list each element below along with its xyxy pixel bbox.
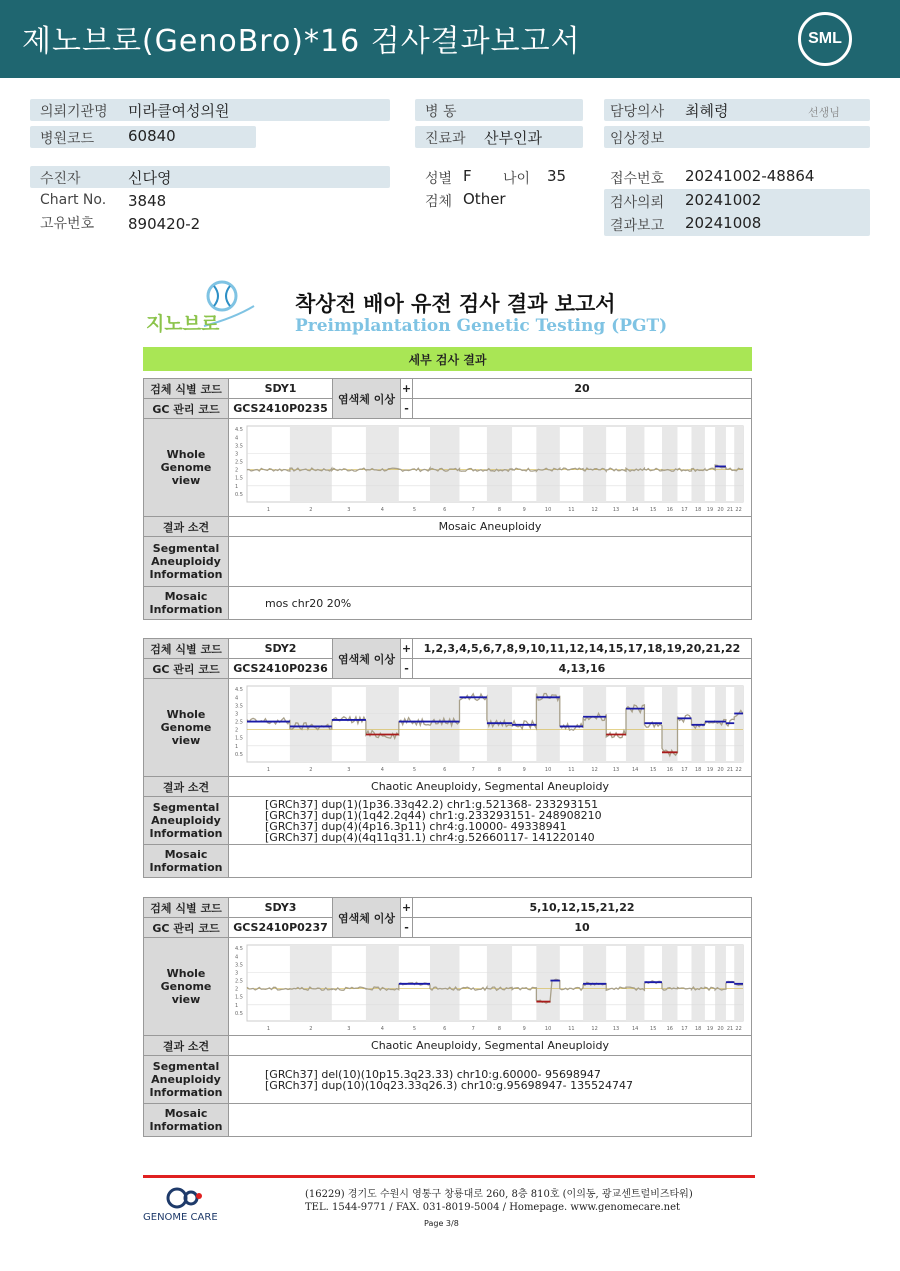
y-tick-label: 3.5 xyxy=(235,961,243,968)
chromosome-tick-label: 15 xyxy=(650,1025,657,1032)
age-label: 나이 xyxy=(503,171,531,187)
chromosome-tick-label: 2 xyxy=(309,1025,313,1032)
whole-genome-label: Whole Genome view xyxy=(144,938,229,1036)
chromosome-tick-label: 14 xyxy=(632,506,639,513)
chromosome-tick-label: 12 xyxy=(591,766,598,773)
chromosome-tick-label: 3 xyxy=(347,766,351,773)
y-tick-label: 1 xyxy=(235,743,239,750)
result-value: Chaotic Aneuploidy, Segmental Aneuploidy xyxy=(229,1036,752,1056)
chromosome-band xyxy=(626,945,644,1021)
sample-code-label: 검체 식별 코드 xyxy=(144,898,229,918)
segmental-line: [GRCh37] dup(1)(1q42.2q44) chr1:g.233293151- 248908210 xyxy=(265,808,602,822)
sml-logo: SML xyxy=(798,12,852,66)
y-tick-label: 0.5 xyxy=(235,751,243,758)
y-tick-label: 1.5 xyxy=(235,735,243,742)
patient-label: 수진자 xyxy=(40,171,81,187)
chromosome-tick-label: 8 xyxy=(497,766,502,773)
y-tick-label: 4 xyxy=(235,694,239,701)
specimen-value: Other xyxy=(463,190,506,208)
sample-code: SDY1 xyxy=(229,379,333,399)
institution-value: 미라클여성의원 xyxy=(128,102,230,120)
y-tick-label: 3 xyxy=(235,450,239,457)
gain-sign: + xyxy=(401,639,413,659)
chromosome-tick-label: 2 xyxy=(309,766,313,773)
chromosome-tick-label: 7 xyxy=(471,766,475,773)
chromosome-band xyxy=(662,945,678,1021)
abnormal-label: 염색체 이상 xyxy=(333,898,401,938)
y-tick-label: 4.5 xyxy=(235,686,243,693)
chromosome-tick-label: 4 xyxy=(380,506,384,513)
whole-genome-plot-cell xyxy=(229,938,752,1036)
chromosome-band xyxy=(691,426,704,502)
whole-genome-plot-cell xyxy=(229,679,752,777)
chromosome-tick-label: 10 xyxy=(544,506,552,513)
patient-value: 신다영 xyxy=(128,169,172,187)
chromosome-band xyxy=(290,945,332,1021)
chromosome-tick-label: 9 xyxy=(522,506,526,513)
whole-genome-label: Whole Genome view xyxy=(144,679,229,777)
chromosome-tick-label: 6 xyxy=(443,506,447,513)
y-tick-label: 1 xyxy=(235,483,239,490)
loss-chromosomes xyxy=(413,399,752,419)
chromosome-tick-label: 7 xyxy=(471,1025,475,1032)
contact-line: TEL. 1544-9771 / FAX. 031-8019-5004 / Homepage. www.genomecare.net xyxy=(305,1202,681,1213)
y-tick-label: 1 xyxy=(235,1002,239,1009)
chromosome-band xyxy=(626,426,644,502)
chromosome-tick-label: 19 xyxy=(706,1025,714,1032)
result-value: Chaotic Aneuploidy, Segmental Aneuploidy xyxy=(229,777,752,797)
sample-code-label: 검체 식별 코드 xyxy=(144,639,229,659)
y-tick-label: 3.5 xyxy=(235,442,243,449)
segmental-label: Segmental Aneuploidy Information xyxy=(144,797,229,845)
chromosome-tick-label: 1 xyxy=(266,506,271,513)
chromosome-tick-label: 16 xyxy=(666,766,673,773)
chromosome-tick-label: 3 xyxy=(347,1025,351,1032)
chromosome-band xyxy=(487,945,512,1021)
genome-care-logo-text: GENOME CARE xyxy=(143,1212,218,1223)
chromosome-band xyxy=(583,686,606,762)
y-tick-label: 3 xyxy=(235,710,239,717)
chromosome-tick-label: 19 xyxy=(706,766,714,773)
segmental-line: [GRCh37] dup(4)(4q11q31.1) chr4:g.52660117- 141220140 xyxy=(265,830,595,844)
y-tick-label: 3 xyxy=(235,969,239,976)
department-value: 산부인과 xyxy=(484,129,542,147)
abnormal-label: 염색체 이상 xyxy=(333,379,401,419)
chromosome-tick-label: 1 xyxy=(266,1025,271,1032)
chromosome-tick-label: 15 xyxy=(650,506,657,513)
chromosome-tick-label: 7 xyxy=(471,506,475,513)
chromosome-band xyxy=(366,426,399,502)
chromosome-band xyxy=(290,686,332,762)
chromosome-tick-label: 8 xyxy=(497,506,502,513)
genobro-logo xyxy=(144,278,256,338)
sample-code: SDY3 xyxy=(229,898,333,918)
mosaic-value xyxy=(229,845,752,878)
chromosome-band xyxy=(715,426,726,502)
chromosome-tick-label: 11 xyxy=(568,766,575,773)
doctor-suffix: 선생님 xyxy=(808,106,840,119)
loss-chromosomes: 4,13,16 xyxy=(413,659,752,679)
loss-sign: - xyxy=(401,659,413,679)
y-tick-label: 4.5 xyxy=(235,426,243,433)
y-tick-label: 2 xyxy=(235,727,239,734)
segmental-value xyxy=(229,1056,752,1104)
y-tick-label: 0.5 xyxy=(235,491,243,498)
gain-chromosomes: 20 xyxy=(413,379,752,399)
chromosome-tick-label: 2 xyxy=(309,506,313,513)
logo-ring-icon xyxy=(208,282,236,310)
y-tick-label: 4 xyxy=(235,953,239,960)
id-label: 고유번호 xyxy=(40,216,95,232)
y-tick-label: 1.5 xyxy=(235,994,243,1001)
chromosome-tick-label: 17 xyxy=(681,1025,688,1032)
clinical-label: 임상정보 xyxy=(610,131,665,147)
chromosome-tick-label: 8 xyxy=(497,1025,502,1032)
y-tick-label: 3.5 xyxy=(235,702,243,709)
chromosome-band xyxy=(626,686,644,762)
chromosome-band xyxy=(536,426,559,502)
chromosome-band xyxy=(430,426,459,502)
segmental-line: [GRCh37] dup(4)(4p16.3p11) chr4:g.10000- 49338941 xyxy=(265,819,567,833)
chromosome-band xyxy=(715,945,726,1021)
y-tick-label: 2 xyxy=(235,467,239,474)
gain-sign: + xyxy=(401,898,413,918)
y-tick-label: 0.5 xyxy=(235,1010,243,1017)
footer-divider xyxy=(143,1175,755,1178)
sample-table xyxy=(143,378,752,620)
sample-table xyxy=(143,638,752,878)
chromosome-tick-label: 16 xyxy=(666,1025,673,1032)
whole-genome-plot xyxy=(233,682,747,774)
result-label: 결과 소견 xyxy=(144,1036,229,1056)
patient-row-bg xyxy=(30,166,390,188)
whole-genome-label: Whole Genome view xyxy=(144,419,229,517)
chromosome-tick-label: 12 xyxy=(591,1025,598,1032)
result-label: 결과 소견 xyxy=(144,517,229,537)
chromosome-band xyxy=(366,945,399,1021)
whole-genome-plot-cell xyxy=(229,419,752,517)
gc-code: GCS2410P0237 xyxy=(229,918,333,938)
address-line: (16229) 경기도 수원시 영통구 창룡대로 260, 8층 810호 (이의동, 광교센트럴비즈타워) xyxy=(305,1189,693,1200)
chromosome-tick-label: 22 xyxy=(735,506,742,513)
gain-chromosomes: 1,2,3,4,5,6,7,8,9,10,11,12,14,15,17,18,19,20,21,22 xyxy=(413,639,752,659)
chromosome-band xyxy=(290,426,332,502)
y-tick-label: 1.5 xyxy=(235,475,243,482)
chromosome-band xyxy=(430,686,459,762)
chromosome-tick-label: 20 xyxy=(717,766,724,773)
sample-code-label: 검체 식별 코드 xyxy=(144,379,229,399)
whole-genome-plot xyxy=(233,422,747,514)
genobro-logo-text: 지노브로 xyxy=(146,313,220,335)
receipt-label: 접수번호 xyxy=(610,171,665,187)
department-label: 진료과 xyxy=(425,131,466,147)
sex-label: 성별 xyxy=(425,171,453,187)
chromosome-tick-label: 10 xyxy=(544,766,552,773)
chromosome-tick-label: 3 xyxy=(347,506,351,513)
specimen-label: 검체 xyxy=(425,194,453,210)
report-title-ko: 착상전 배아 유전 검사 결과 보고서 xyxy=(295,292,616,316)
chromosome-tick-label: 21 xyxy=(726,506,734,513)
chromosome-band xyxy=(734,426,743,502)
chromosome-band xyxy=(662,426,678,502)
chromosome-tick-label: 11 xyxy=(568,1025,575,1032)
segmental-line: [GRCh37] dup(1)(1p36.33q42.2) chr1:g.521368- 233293151 xyxy=(265,797,599,811)
chromosome-tick-label: 10 xyxy=(544,1025,552,1032)
gain-chromosomes: 5,10,12,15,21,22 xyxy=(413,898,752,918)
sample-table xyxy=(143,897,752,1137)
mosaic-label: Mosaic Information xyxy=(144,1104,229,1137)
report-title-en: Preimplantation Genetic Testing (PGT) xyxy=(295,316,668,336)
mosaic-value: mos chr20 20% xyxy=(229,587,752,620)
chromosome-tick-label: 14 xyxy=(632,766,639,773)
chromosome-band xyxy=(691,945,704,1021)
report-date-label: 결과보고 xyxy=(610,218,665,234)
chromosome-tick-label: 14 xyxy=(632,1025,639,1032)
footer-address xyxy=(305,1188,693,1214)
segmental-label: Segmental Aneuploidy Information xyxy=(144,1056,229,1104)
age-value: 35 xyxy=(547,167,567,185)
chromosome-tick-label: 20 xyxy=(717,506,724,513)
y-tick-label: 2.5 xyxy=(235,459,243,466)
chromosome-tick-label: 4 xyxy=(380,766,384,773)
section-title: 세부 검사 결과 xyxy=(143,347,752,371)
doctor-label: 담당의사 xyxy=(610,104,665,120)
gain-sign: + xyxy=(401,379,413,399)
chromosome-tick-label: 19 xyxy=(706,506,714,513)
gc-code-label: GC 관리 코드 xyxy=(144,399,229,419)
chromosome-tick-label: 5 xyxy=(412,766,417,773)
segmental-line: [GRCh37] dup(10)(10q23.33q26.3) chr10:g.95698947- 135524747 xyxy=(265,1078,634,1092)
chromosome-tick-label: 15 xyxy=(650,766,657,773)
request-value: 20241002 xyxy=(685,191,762,209)
chart-value: 3848 xyxy=(128,192,167,210)
page-title: 제노브로(GenoBro)*16 검사결과보고서 xyxy=(22,24,581,59)
whole-genome-plot xyxy=(233,941,747,1033)
chromosome-band xyxy=(366,686,399,762)
chromosome-tick-label: 17 xyxy=(681,506,688,513)
gc-code-label: GC 관리 코드 xyxy=(144,918,229,938)
receipt-value: 20241002-48864 xyxy=(685,167,815,185)
chromosome-band xyxy=(536,945,559,1021)
report-header xyxy=(0,0,900,78)
chromosome-tick-label: 21 xyxy=(726,766,734,773)
gc-code-label: GC 관리 코드 xyxy=(144,659,229,679)
mosaic-label: Mosaic Information xyxy=(144,845,229,878)
abnormal-label: 염색체 이상 xyxy=(333,639,401,679)
chromosome-tick-label: 6 xyxy=(443,1025,447,1032)
segmental-value xyxy=(229,797,752,845)
request-label: 검사의뢰 xyxy=(610,195,665,211)
mosaic-label: Mosaic Information xyxy=(144,587,229,620)
y-tick-label: 2.5 xyxy=(235,978,243,985)
chromosome-tick-label: 18 xyxy=(695,766,702,773)
chromosome-tick-label: 5 xyxy=(412,506,417,513)
ward-label: 병 동 xyxy=(425,104,457,120)
result-value: Mosaic Aneuploidy xyxy=(229,517,752,537)
sample-code: SDY2 xyxy=(229,639,333,659)
chromosome-tick-label: 20 xyxy=(717,1025,724,1032)
segmental-label: Segmental Aneuploidy Information xyxy=(144,537,229,587)
chromosome-tick-label: 5 xyxy=(412,1025,417,1032)
chromosome-band xyxy=(487,426,512,502)
chromosome-tick-label: 6 xyxy=(443,766,447,773)
sex-value: F xyxy=(463,167,472,185)
report-date-value: 20241008 xyxy=(685,214,762,232)
chromosome-tick-label: 18 xyxy=(695,506,702,513)
segmental-value xyxy=(229,537,752,587)
chromosome-tick-label: 9 xyxy=(522,766,526,773)
chromosome-tick-label: 11 xyxy=(568,506,575,513)
chromosome-band xyxy=(583,426,606,502)
chart-label: Chart No. xyxy=(40,192,107,208)
chromosome-tick-label: 13 xyxy=(612,1025,620,1032)
chromosome-tick-label: 12 xyxy=(591,506,598,513)
hospital-code-label: 병원코드 xyxy=(40,131,95,147)
y-tick-label: 2.5 xyxy=(235,719,243,726)
y-tick-label: 4 xyxy=(235,434,239,441)
y-tick-label: 4.5 xyxy=(235,945,243,952)
chromosome-tick-label: 18 xyxy=(695,1025,702,1032)
chromosome-band xyxy=(734,686,743,762)
loss-chromosomes: 10 xyxy=(413,918,752,938)
chromosome-tick-label: 1 xyxy=(266,766,271,773)
gc-code: GCS2410P0235 xyxy=(229,399,333,419)
result-label: 결과 소견 xyxy=(144,777,229,797)
chromosome-tick-label: 16 xyxy=(666,506,673,513)
chromosome-band xyxy=(430,945,459,1021)
mosaic-value xyxy=(229,1104,752,1137)
doctor-value: 최혜령 xyxy=(685,102,729,120)
segmental-line: [GRCh37] del(10)(10p15.3q23.33) chr10:g.60000- 95698947 xyxy=(265,1067,601,1081)
chromosome-tick-label: 9 xyxy=(522,1025,526,1032)
page-number: Page 3/8 xyxy=(424,1219,459,1228)
chromosome-tick-label: 13 xyxy=(612,766,620,773)
gc-logo-icon xyxy=(168,1189,186,1207)
id-value: 890420-2 xyxy=(128,215,201,233)
chromosome-tick-label: 21 xyxy=(726,1025,734,1032)
gc-code: GCS2410P0236 xyxy=(229,659,333,679)
chromosome-tick-label: 22 xyxy=(735,766,742,773)
dna-icon xyxy=(214,286,230,306)
y-tick-label: 2 xyxy=(235,986,239,993)
institution-label: 의뢰기관명 xyxy=(40,104,108,120)
loss-sign: - xyxy=(401,399,413,419)
genome-care-logo xyxy=(143,1186,233,1226)
loss-sign: - xyxy=(401,918,413,938)
chromosome-tick-label: 17 xyxy=(681,766,688,773)
hospital-code-value: 60840 xyxy=(128,127,176,145)
chromosome-tick-label: 22 xyxy=(735,1025,742,1032)
chromosome-tick-label: 4 xyxy=(380,1025,384,1032)
chromosome-tick-label: 13 xyxy=(612,506,620,513)
